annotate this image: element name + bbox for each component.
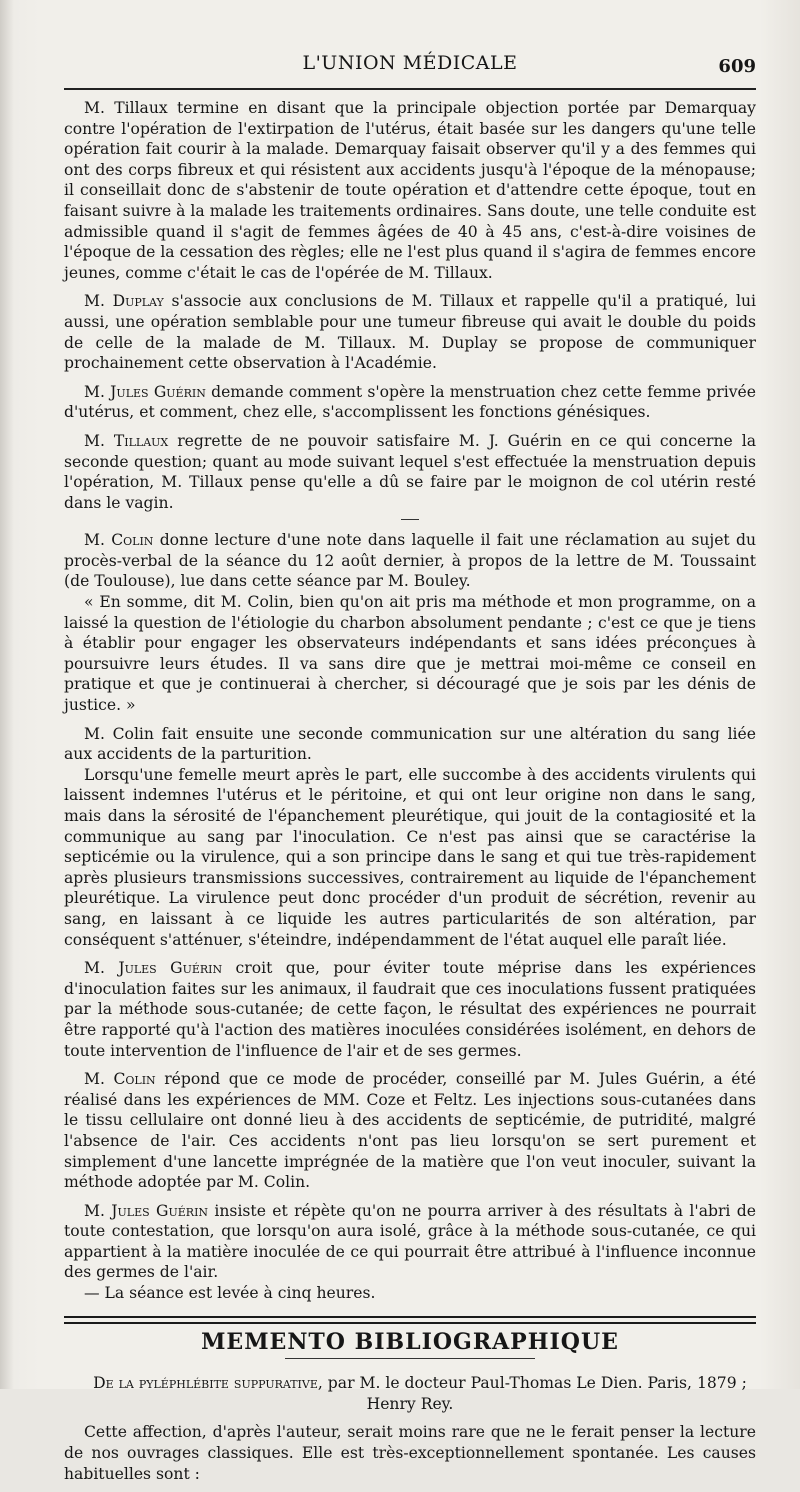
article-body [64, 98, 756, 1492]
paragraph-text: « En somme, dit M. Colin, bien qu'on ait pris ma méthode et mon programme, on a laissé la question de l'étiologie du charbon absolument pendante ; c'est ce que je tiens à établir pour engager les observateurs indépendants et sans idées préconçues à poursuivre leurs études. Il va sans dire que je mettrai moi-même ce conseil en pratique et que je continuerai à chercher, si découragé que je sois par les dénis de justice. » [64, 593, 756, 715]
paragraph-text: demande comment s'opère la menstruation chez cette femme privée d'utérus, et comment, chez elle, s'accomplissent les fonctions génésiques. [64, 382, 756, 422]
paragraph [64, 1283, 756, 1304]
paragraph-text: donne lecture d'une note dans laquelle il fait une réclamation au sujet du procès-verbal de la séance du 12 août dernier, à propos de la lettre de M. Toussaint (de Toulouse), lue dans cette séance par M. Bouley. [64, 531, 756, 591]
speaker-name: M. Colin [84, 531, 154, 550]
paragraph [64, 98, 756, 283]
paragraph-text: regrette de ne pouvoir satisfaire M. J. Guérin en ce qui concerne la seconde question; quant au mode suivant lequel s'est effectuée la menstruation depuis l'opération, M. Tillaux pense qu'elle a dû se faire par le moignon de col utérin resté dans le vagin. [64, 431, 756, 512]
paragraph-text: répond que ce mode de procéder, conseillé par M. Jules Guérin, a été réalisé dans les expériences de MM. Coze et Feltz. Les injections sous-cutanées dans le tissu cellulaire ont donné lieu à des accidents de septicémie, de putridité, malgré l'absence de l'air. Ces accidents n'ont pas lieu lorsqu'on se sert purement et simplement d'une lancette imprégnée de la matière que l'on veut inoculer, suivant la méthode adoptée par M. Colin. [64, 1070, 756, 1192]
paragraph [64, 291, 756, 373]
paragraph [64, 724, 756, 765]
paragraph [64, 765, 756, 950]
speaker-name: M. Jules Guérin [84, 959, 223, 978]
paragraph [64, 530, 756, 592]
speaker-name: M. Tillaux [84, 431, 169, 450]
paragraph [64, 1422, 756, 1484]
entry-citation: par M. le docteur Paul-Thomas Le Dien. Paris, 1879 ; Henry Rey. [322, 1374, 747, 1413]
section-separator [401, 519, 419, 520]
paragraph-text: M. Colin fait ensuite une seconde communication sur une altération du sang liée aux accidents de la parturition. [64, 724, 756, 764]
speaker-name: M. Duplay [84, 292, 164, 311]
speaker-name: M. Jules Guérin [84, 382, 206, 401]
page-number: 609 [718, 56, 756, 77]
paragraph [64, 958, 756, 1061]
paragraph [64, 431, 756, 513]
paragraph [64, 1069, 756, 1193]
entry-subject: De la pyléphlébite suppurative, [93, 1374, 323, 1393]
paragraph [64, 1201, 756, 1283]
page-header [64, 52, 756, 82]
running-title: L'UNION MÉDICALE [302, 52, 518, 74]
header-rule [64, 88, 756, 90]
paragraph-text: insiste et répète qu'on ne pourra arriver à des résultats à l'abri de toute contestation, que lorsqu'on aura isolé, grâce à la méthode sous-cutanée, ce qui appartient à la matière inoculée de ce qui pourrait être attribué à l'influence inconnue des germes de l'air. [64, 1201, 756, 1282]
paragraph [64, 382, 756, 423]
speaker-name: M. Jules Guérin [84, 1201, 209, 1220]
bibliography-entry [64, 1373, 756, 1414]
title-rule [285, 1358, 535, 1359]
paragraph-text: — La séance est levée à cinq heures. [84, 1284, 376, 1303]
paragraph [64, 592, 756, 716]
paragraph-text: s'associe aux conclusions de M. Tillaux et rappelle qu'il a pratiqué, lui aussi, une opération semblable pour une tumeur fibreuse qui avait le double du poids de celle de la malade de M. Tillaux. M. Duplay se propose de communiquer prochainement cette observation à l'Académie. [64, 292, 757, 373]
paragraph-text: M. Tillaux termine en disant que la principale objection portée par Demarquay contre l'opération de l'extirpation de l'utérus, était basée sur les dangers qu'une telle opération fait courir à la malade. Demarquay faisait observer qu'il y a des femmes qui ont des corps fibreux et qui résistent aux accidents jusqu'à l'époque de la ménopause; il conseillait donc de s'abstenir de toute opération et d'attendre cette époque, tout en faisant suivre à la malade les traitements ordinaires. Sans doute, une telle conduite est admissible quand il s'agit de femmes âgées de 40 à 45 ans, c'est-à-dire voisines de l'époque de la cessation des règles; elle ne l'est plus quand il s'agira de femmes encore jeunes, comme c'était le cas de l'opérée de M. Tillaux. [64, 99, 756, 282]
speaker-name: M. Colin [84, 1070, 156, 1089]
paragraph-text: croit que, pour éviter toute méprise dans les expériences d'inoculation faites sur les animaux, il faudrait que ces inoculations fussent pratiquées par la méthode sous-cutanée; de cette façon, le résultat des expériences ne pourrait être rapporté qu'à l'action des matières inoculées considérées isolément, en dehors de toute intervention de l'influence de l'air et de ses germes. [64, 959, 756, 1060]
paragraph-text: Lorsqu'une femelle meurt après le part, elle succombe à des accidents virulents qui laissent indemnes l'utérus et le péritoine, et qui ont leur origine non dans le sang, mais dans la sérosité de l'épanchement pleurétique, qui jouit de la contagiosité et la communique au sang par l'inoculation. Ce n'est pas ainsi que se caractérise la septicémie ou la virulence, qui a son principe dans le sang et qui tue très-rapidement après plusieurs transmissions successives, contrairement au liquide de l'épanchement pleurétique. La virulence peut donc procéder d'un produit de sécrétion, revenir au sang, en laissant à ce liquide les autres particularités de son altération, par conséquent s'atténuer, s'éteindre, indépendamment de l'état auquel elle paraît liée. [64, 765, 756, 949]
double-rule [64, 1316, 756, 1324]
section-title: MEMENTO BIBLIOGRAPHIQUE [201, 1328, 619, 1355]
paragraph-text: Cette affection, d'après l'auteur, serait moins rare que ne le ferait penser la lecture de nos ouvrages classiques. Elle est très-exceptionnellement spontanée. Les causes habituelles sont : [64, 1423, 756, 1483]
